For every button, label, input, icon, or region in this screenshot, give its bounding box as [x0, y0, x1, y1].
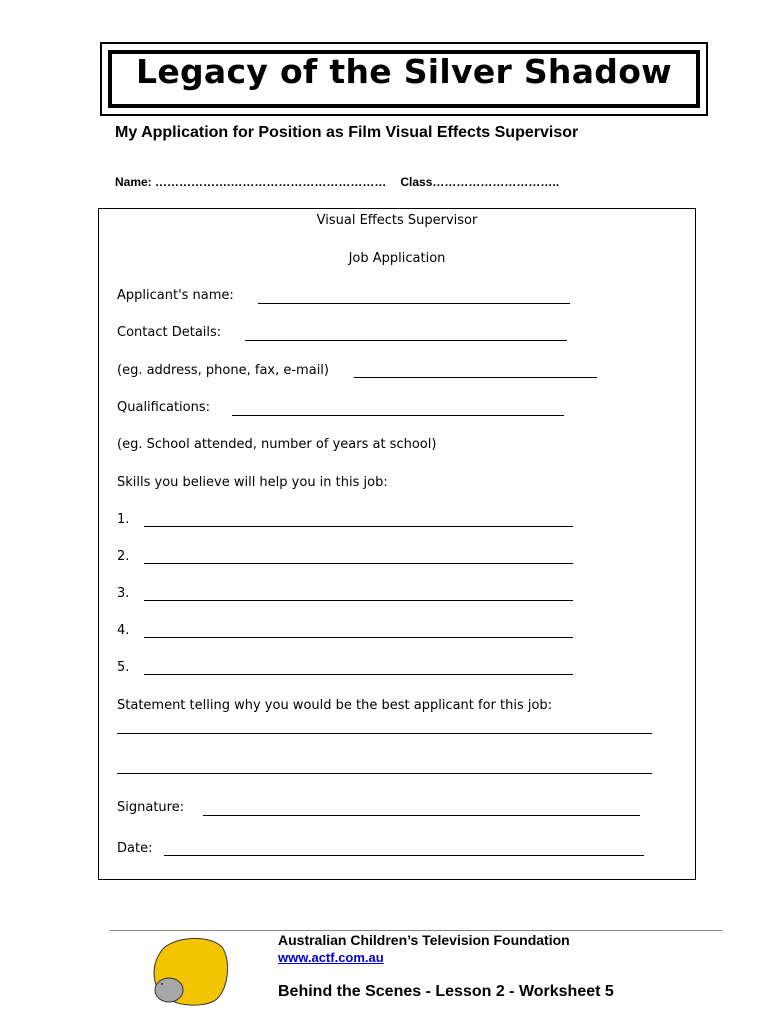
skill-number-3: 3. — [117, 586, 130, 601]
qualifications-label: Qualifications: — [117, 400, 211, 415]
qualifications-hint: (eg. School attended, number of years at school) — [117, 437, 437, 452]
statement-line-1[interactable] — [117, 733, 652, 734]
applicant-name-line[interactable] — [258, 303, 570, 304]
page-title: Legacy of the Silver Shadow — [136, 52, 672, 91]
date-label: Date: — [117, 841, 153, 856]
name-field-label: Name: ……………….………………………………… — [115, 175, 387, 189]
qualifications-line[interactable] — [232, 415, 564, 416]
contact-hint-line[interactable] — [354, 377, 597, 378]
skill-number-5: 5. — [117, 660, 130, 675]
signature-label: Signature: — [117, 800, 185, 815]
signature-line[interactable] — [203, 815, 640, 816]
skill-line-1[interactable] — [144, 526, 573, 527]
footer-organization: Australian Children’s Television Foundation — [278, 932, 570, 948]
skills-label: Skills you believe will help you in this job: — [117, 475, 388, 490]
skill-line-2[interactable] — [144, 563, 573, 564]
page-subtitle: My Application for Position as Film Visual Effects Supervisor — [115, 124, 579, 141]
contact-details-line[interactable] — [245, 340, 567, 341]
title-box — [100, 42, 708, 116]
statement-label: Statement telling why you would be the best applicant for this job: — [117, 698, 553, 713]
footer-website-link[interactable]: www.actf.com.au — [278, 950, 384, 965]
skill-number-4: 4. — [117, 623, 130, 638]
skill-line-5[interactable] — [144, 674, 573, 675]
form-heading: Visual Effects Supervisor — [316, 213, 478, 228]
contact-details-label: Contact Details: — [117, 325, 222, 340]
skill-number-1: 1. — [117, 512, 130, 527]
skill-number-2: 2. — [117, 549, 130, 564]
statement-line-2[interactable] — [117, 773, 652, 774]
class-field-label: Class………………………….. — [400, 175, 560, 189]
name-class-line — [115, 175, 559, 189]
footer-divider — [110, 930, 722, 931]
skill-line-4[interactable] — [144, 637, 573, 638]
contact-hint: (eg. address, phone, fax, e-mail) — [117, 363, 329, 378]
application-form-box — [98, 208, 696, 880]
skill-line-3[interactable] — [144, 600, 573, 601]
actf-logo-icon — [150, 935, 230, 1007]
date-line[interactable] — [164, 855, 644, 856]
footer-worksheet-title: Behind the Scenes - Lesson 2 - Worksheet 5 — [278, 983, 614, 1000]
applicant-name-label: Applicant's name: — [117, 288, 234, 303]
form-subheading: Job Application — [348, 251, 446, 266]
